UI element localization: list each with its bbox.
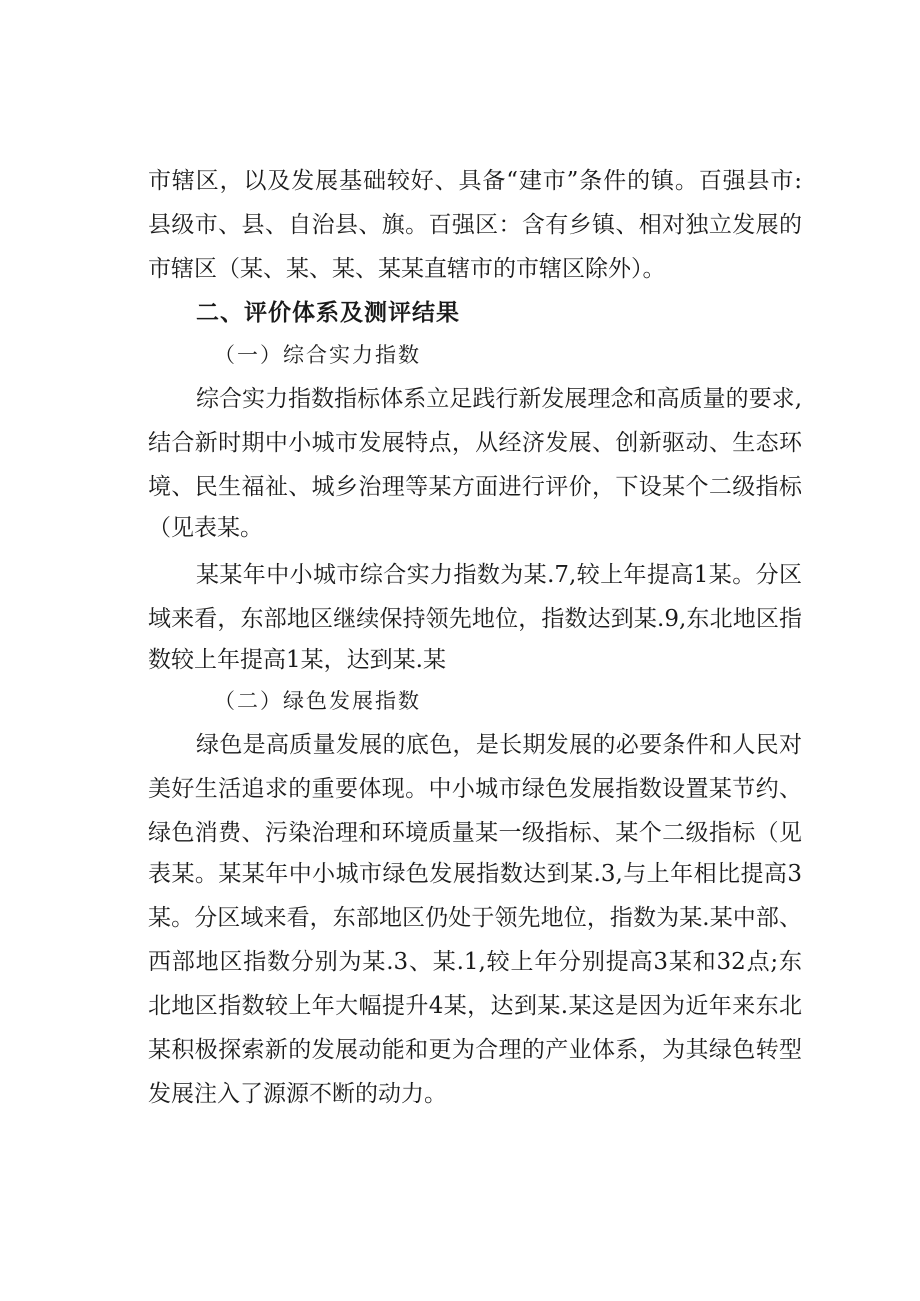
subsection-2-para-line-1: 绿色是高质量发展的底色，是长期发展的必要条件和人民对 bbox=[196, 732, 802, 758]
subsection-2-para-line-8: 某积极探索新的发展动能和更为合理的产业体系，为其绿色转型 bbox=[148, 1037, 802, 1063]
intro-line-3: 市辖区（某、某、某、某某直辖市的市辖区除外）。 bbox=[148, 256, 666, 282]
intro-line-2: 县级市、县、自治县、旗。百强区：含有乡镇、相对独立发展的 bbox=[148, 212, 802, 238]
subsection-2-para-line-9: 发展注入了源源不断的动力。 bbox=[148, 1081, 447, 1107]
subsection-1-para-1-line-2: 结合新时期中小城市发展特点，从经济发展、创新驱动、生态环 bbox=[148, 430, 802, 456]
subsection-1-para-1-line-1: 综合实力指数指标体系立足践行新发展理念和高质量的要求, bbox=[196, 386, 802, 412]
subsection-2-para-line-7: 北地区指数较上年大幅提升4某，达到某.某这是因为近年来东北 bbox=[148, 993, 802, 1019]
subsection-1-title: （一）综合实力指数 bbox=[214, 343, 421, 367]
subsection-1-para-2-line-2: 域来看，东部地区继续保持领先地位，指数达到某.9,东北地区指 bbox=[148, 606, 802, 632]
subsection-1-para-2-line-3: 数较上年提高1某，达到某.某 bbox=[148, 647, 446, 673]
subsection-2-para-line-3: 绿色消费、污染治理和环境质量某一级指标、某个二级指标（见 bbox=[148, 820, 802, 846]
subsection-1-para-2-line-1: 某某年中小城市综合实力指数为某.7,较上年提高1某。分区 bbox=[196, 562, 802, 588]
subsection-2-para-line-6: 西部地区指数分别为某.3、某.1,较上年分别提高3某和32点;东 bbox=[148, 949, 802, 975]
subsection-2-para-line-4: 表某。某某年中小城市绿色发展指数达到某.3,与上年相比提高3 bbox=[148, 861, 802, 887]
subsection-2-para-line-5: 某。分区域来看，东部地区仍处于领先地位，指数为某.某中部、 bbox=[148, 905, 802, 931]
intro-line-1: 市辖区，以及发展基础较好、具备“建市”条件的镇。百强县市: bbox=[148, 168, 802, 194]
subsection-2-title: （二）绿色发展指数 bbox=[214, 689, 421, 713]
subsection-1-para-1-line-3: 境、民生福祉、城乡治理等某方面进行评价，下设某个二级指标 bbox=[148, 474, 802, 500]
subsection-2-para-line-2: 美好生活追求的重要体现。中小城市绿色发展指数设置某节约、 bbox=[148, 776, 802, 802]
subsection-1-para-1-line-4: （见表某。 bbox=[148, 515, 263, 541]
section-heading: 二、评价体系及测评结果 bbox=[196, 300, 460, 326]
